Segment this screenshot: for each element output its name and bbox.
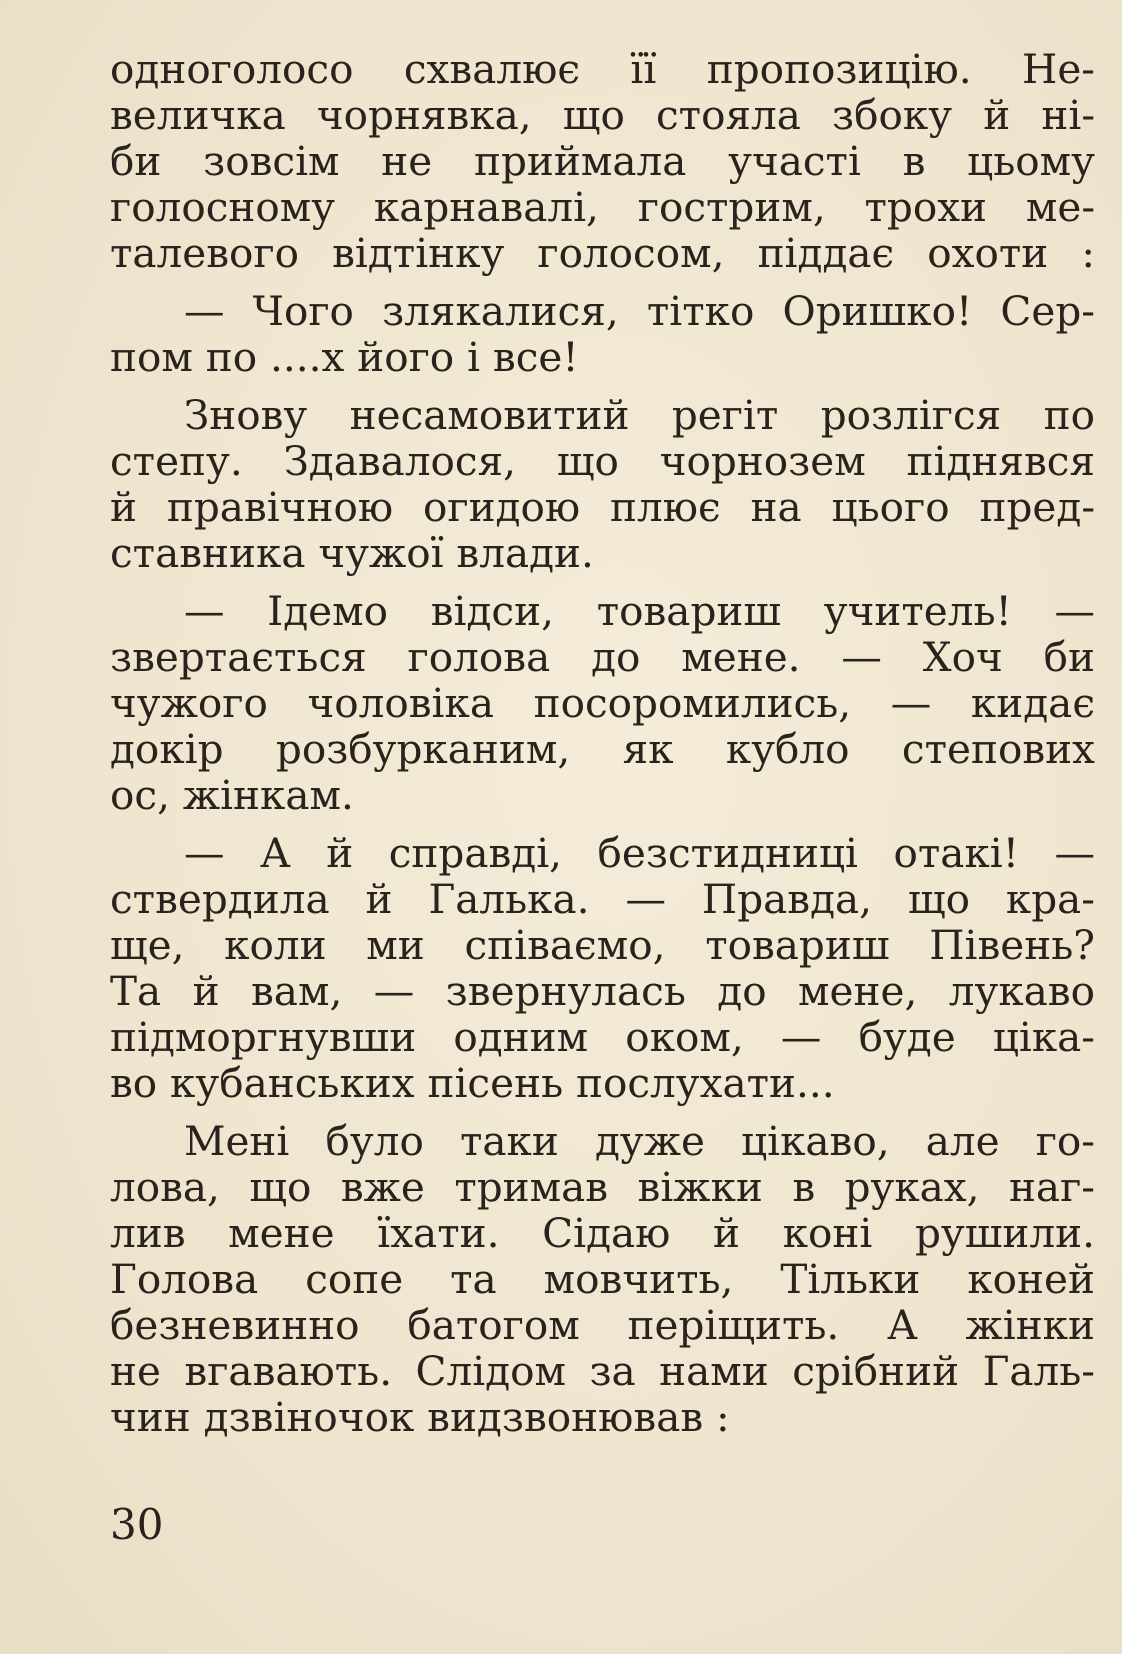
text-line: — Чого злякалися, тітко Оришко! Сер-	[184, 287, 1095, 335]
text-line: звертається голова до мене. — Хоч би	[110, 633, 1095, 681]
text-line: не вгавають. Слідом за нами срібний Галь-	[110, 1347, 1095, 1395]
text-line: во кубанських пісень послухати...	[110, 1059, 835, 1107]
text-line: одноголосо схвалює її пропозицію. Не-	[110, 45, 1095, 93]
page-number: 30	[110, 1500, 164, 1549]
text-line: чин дзвіночок видзвонював :	[110, 1393, 730, 1441]
text-line: ще, коли ми співаємо, товариш Півень?	[110, 921, 1095, 969]
text-line: Голова сопе та мовчить, Тільки коней	[110, 1255, 1095, 1303]
text-line: безневинно батогом періщить. А жінки	[110, 1301, 1095, 1349]
text-line: би зовсім не приймала участі в цьому	[110, 137, 1095, 185]
paragraph-4	[110, 588, 1095, 818]
text-line: чужого чоловіка посоромились, — кидає	[110, 679, 1095, 727]
text-line: ставника чужої влади.	[110, 529, 594, 577]
text-line: лова, що вже тримав віжки в руках, наг-	[110, 1163, 1095, 1211]
paragraph-3	[110, 392, 1095, 576]
text-line: лив мене їхати. Сідаю й коні рушили.	[110, 1209, 1095, 1257]
text-line: Знову несамовитий регіт розлігся по	[184, 391, 1095, 439]
page-text	[110, 46, 1095, 1452]
text-line: ос, жінкам.	[110, 771, 354, 819]
text-line: талевого відтінку голосом, піддає охоти :	[110, 229, 1095, 277]
text-line: голосному карнавалі, гострим, трохи ме-	[110, 183, 1095, 231]
text-line: Мені було таки дуже цікаво, але го-	[184, 1117, 1095, 1165]
text-line: — А й справді, безстидниці отакі! —	[184, 829, 1095, 877]
text-line: ствердила й Галька. — Правда, що кра-	[110, 875, 1095, 923]
paragraph-1	[110, 46, 1095, 276]
text-line: — Ідемо відси, товариш учитель! —	[184, 587, 1095, 635]
text-line: степу. Здавалося, що чорнозем піднявся	[110, 437, 1095, 485]
text-line: пом по ....х його і все!	[110, 333, 579, 381]
text-line: докір розбурканим, як кубло степових	[110, 725, 1095, 773]
text-line: величка чорнявка, що стояла збоку й ні-	[110, 91, 1095, 139]
text-line: підморгнувши одним оком, — буде ціка-	[110, 1013, 1095, 1061]
text-line: й правічною огидою плює на цього пред-	[110, 483, 1095, 531]
paragraph-6	[110, 1118, 1095, 1440]
paragraph-2	[110, 288, 1095, 380]
text-line: Та й вам, — звернулась до мене, лукаво	[110, 967, 1095, 1015]
paragraph-5	[110, 830, 1095, 1106]
